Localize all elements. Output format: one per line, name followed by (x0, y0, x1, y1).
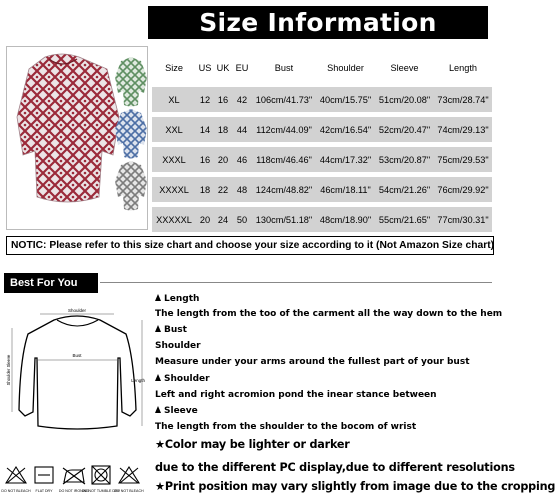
size-information-title: Size Information (148, 6, 488, 39)
bust-title (155, 325, 187, 335)
shoulder-text: Left and right acromion pond the inear stance between (155, 390, 437, 400)
triangle-icon (155, 294, 161, 301)
sleeve-title (155, 406, 198, 416)
cell-shoulder: 42cm/16.54" (316, 117, 375, 142)
cell-us: 18 (196, 177, 214, 202)
cell-size: XXXXXL (152, 207, 196, 232)
cell-sleeve: 55cm/21.65" (375, 207, 434, 232)
cell-eu: 42 (232, 87, 252, 112)
cell-length: 76cm/29.92" (434, 177, 492, 202)
care-icons (2, 455, 152, 500)
product-photo-image (7, 47, 149, 231)
section-divider (100, 282, 492, 283)
sleeve-text: The length from the shoulder to the bocom of wrist (155, 422, 417, 432)
sleeve-label: Shoulder Sleeve (6, 354, 11, 386)
do-not-bleach-icon (114, 467, 144, 493)
size-table-header (152, 53, 492, 82)
cell-bust: 106cm/41.73" (252, 87, 316, 112)
cell-shoulder: 46cm/18.11" (316, 177, 375, 202)
cell-uk: 24 (214, 207, 232, 232)
length-title-text: Length (164, 294, 200, 304)
header-size: Size (152, 53, 196, 82)
header-us: US (196, 53, 214, 82)
cell-length: 74cm/29.13" (434, 117, 492, 142)
notice-banner: NOTIC: Please refer to this size chart and choose your size according to it (Not Amazon Size chart) (6, 236, 494, 255)
cell-eu: 48 (232, 177, 252, 202)
header-length: Length (434, 53, 492, 82)
length-title (155, 294, 199, 304)
cell-shoulder: 44cm/17.32" (316, 147, 375, 172)
cell-length: 77cm/30.31" (434, 207, 492, 232)
print-note: ★Print position may vary slightly from image due to the cropping (155, 480, 555, 493)
triangle-icon (155, 325, 161, 332)
cell-sleeve: 53cm/20.87" (375, 147, 434, 172)
cell-bust: 124cm/48.82" (252, 177, 316, 202)
header-shoulder: Shoulder (316, 53, 375, 82)
cell-us: 14 (196, 117, 214, 142)
shoulder-label: Shoulder (67, 308, 87, 313)
shoulder-title-text: Shoulder (164, 374, 210, 384)
header-eu: EU (232, 53, 252, 82)
cell-length: 73cm/28.74" (434, 87, 492, 112)
cell-uk: 16 (214, 87, 232, 112)
bust-text: Measure under your arms around the fullest part of your bust (155, 357, 470, 367)
cell-size: XL (152, 87, 196, 112)
cell-eu: 46 (232, 147, 252, 172)
cell-bust: 130cm/51.18" (252, 207, 316, 232)
cell-bust: 118cm/46.46" (252, 147, 316, 172)
cell-uk: 18 (214, 117, 232, 142)
measurement-diagram (2, 298, 152, 448)
cell-shoulder: 40cm/15.75" (316, 87, 375, 112)
cell-uk: 22 (214, 177, 232, 202)
table-row (152, 117, 492, 142)
table-row (152, 207, 492, 232)
header-sleeve: Sleeve (375, 53, 434, 82)
cell-length: 75cm/29.53" (434, 147, 492, 172)
header-bust: Bust (252, 53, 316, 82)
sweater-outline (19, 316, 136, 429)
color-note: ★Color may be lighter or darker (155, 438, 350, 451)
care-label: DO NOT TUMBLE DRY (82, 489, 120, 493)
cell-eu: 44 (232, 117, 252, 142)
cell-bust: 112cm/44.09" (252, 117, 316, 142)
care-label: DO NOT IRONING (58, 489, 90, 493)
table-row (152, 177, 492, 202)
cell-us: 16 (196, 147, 214, 172)
cell-shoulder: 48cm/18.90" (316, 207, 375, 232)
header-uk: UK (214, 53, 232, 82)
sleeve-title-text: Sleeve (164, 406, 198, 416)
flat-dry-icon (35, 467, 53, 493)
cell-uk: 20 (214, 147, 232, 172)
display-note: due to the different PC display,due to different resolutions (155, 461, 515, 474)
cell-sleeve: 51cm/20.08" (375, 87, 434, 112)
shoulder-title (155, 374, 210, 384)
cell-sleeve: 52cm/20.47" (375, 117, 434, 142)
triangle-icon (155, 374, 161, 381)
do-not-bleach-icon (1, 467, 31, 493)
cell-eu: 50 (232, 207, 252, 232)
care-label: FLAT DRY (35, 489, 53, 493)
bust-shoulder: Shoulder (155, 341, 201, 351)
cell-us: 20 (196, 207, 214, 232)
cell-size: XXXL (152, 147, 196, 172)
table-row (152, 87, 492, 112)
table-row (152, 147, 492, 172)
care-label: DO NOT BLEACH (114, 489, 144, 493)
cell-us: 12 (196, 87, 214, 112)
size-table (152, 48, 492, 237)
bust-title-text: Bust (164, 325, 187, 335)
length-label: Length (131, 378, 145, 383)
cell-size: XXL (152, 117, 196, 142)
cell-size: XXXXL (152, 177, 196, 202)
cell-sleeve: 54cm/21.26" (375, 177, 434, 202)
bust-label: Bust (72, 353, 82, 358)
care-label: DO NOT BLEACH (1, 489, 31, 493)
product-photo (6, 46, 148, 230)
best-for-you-label: Best For You (4, 273, 98, 293)
triangle-icon (155, 406, 161, 413)
length-text: The length from the too of the carment all the way down to the hem (155, 309, 503, 319)
